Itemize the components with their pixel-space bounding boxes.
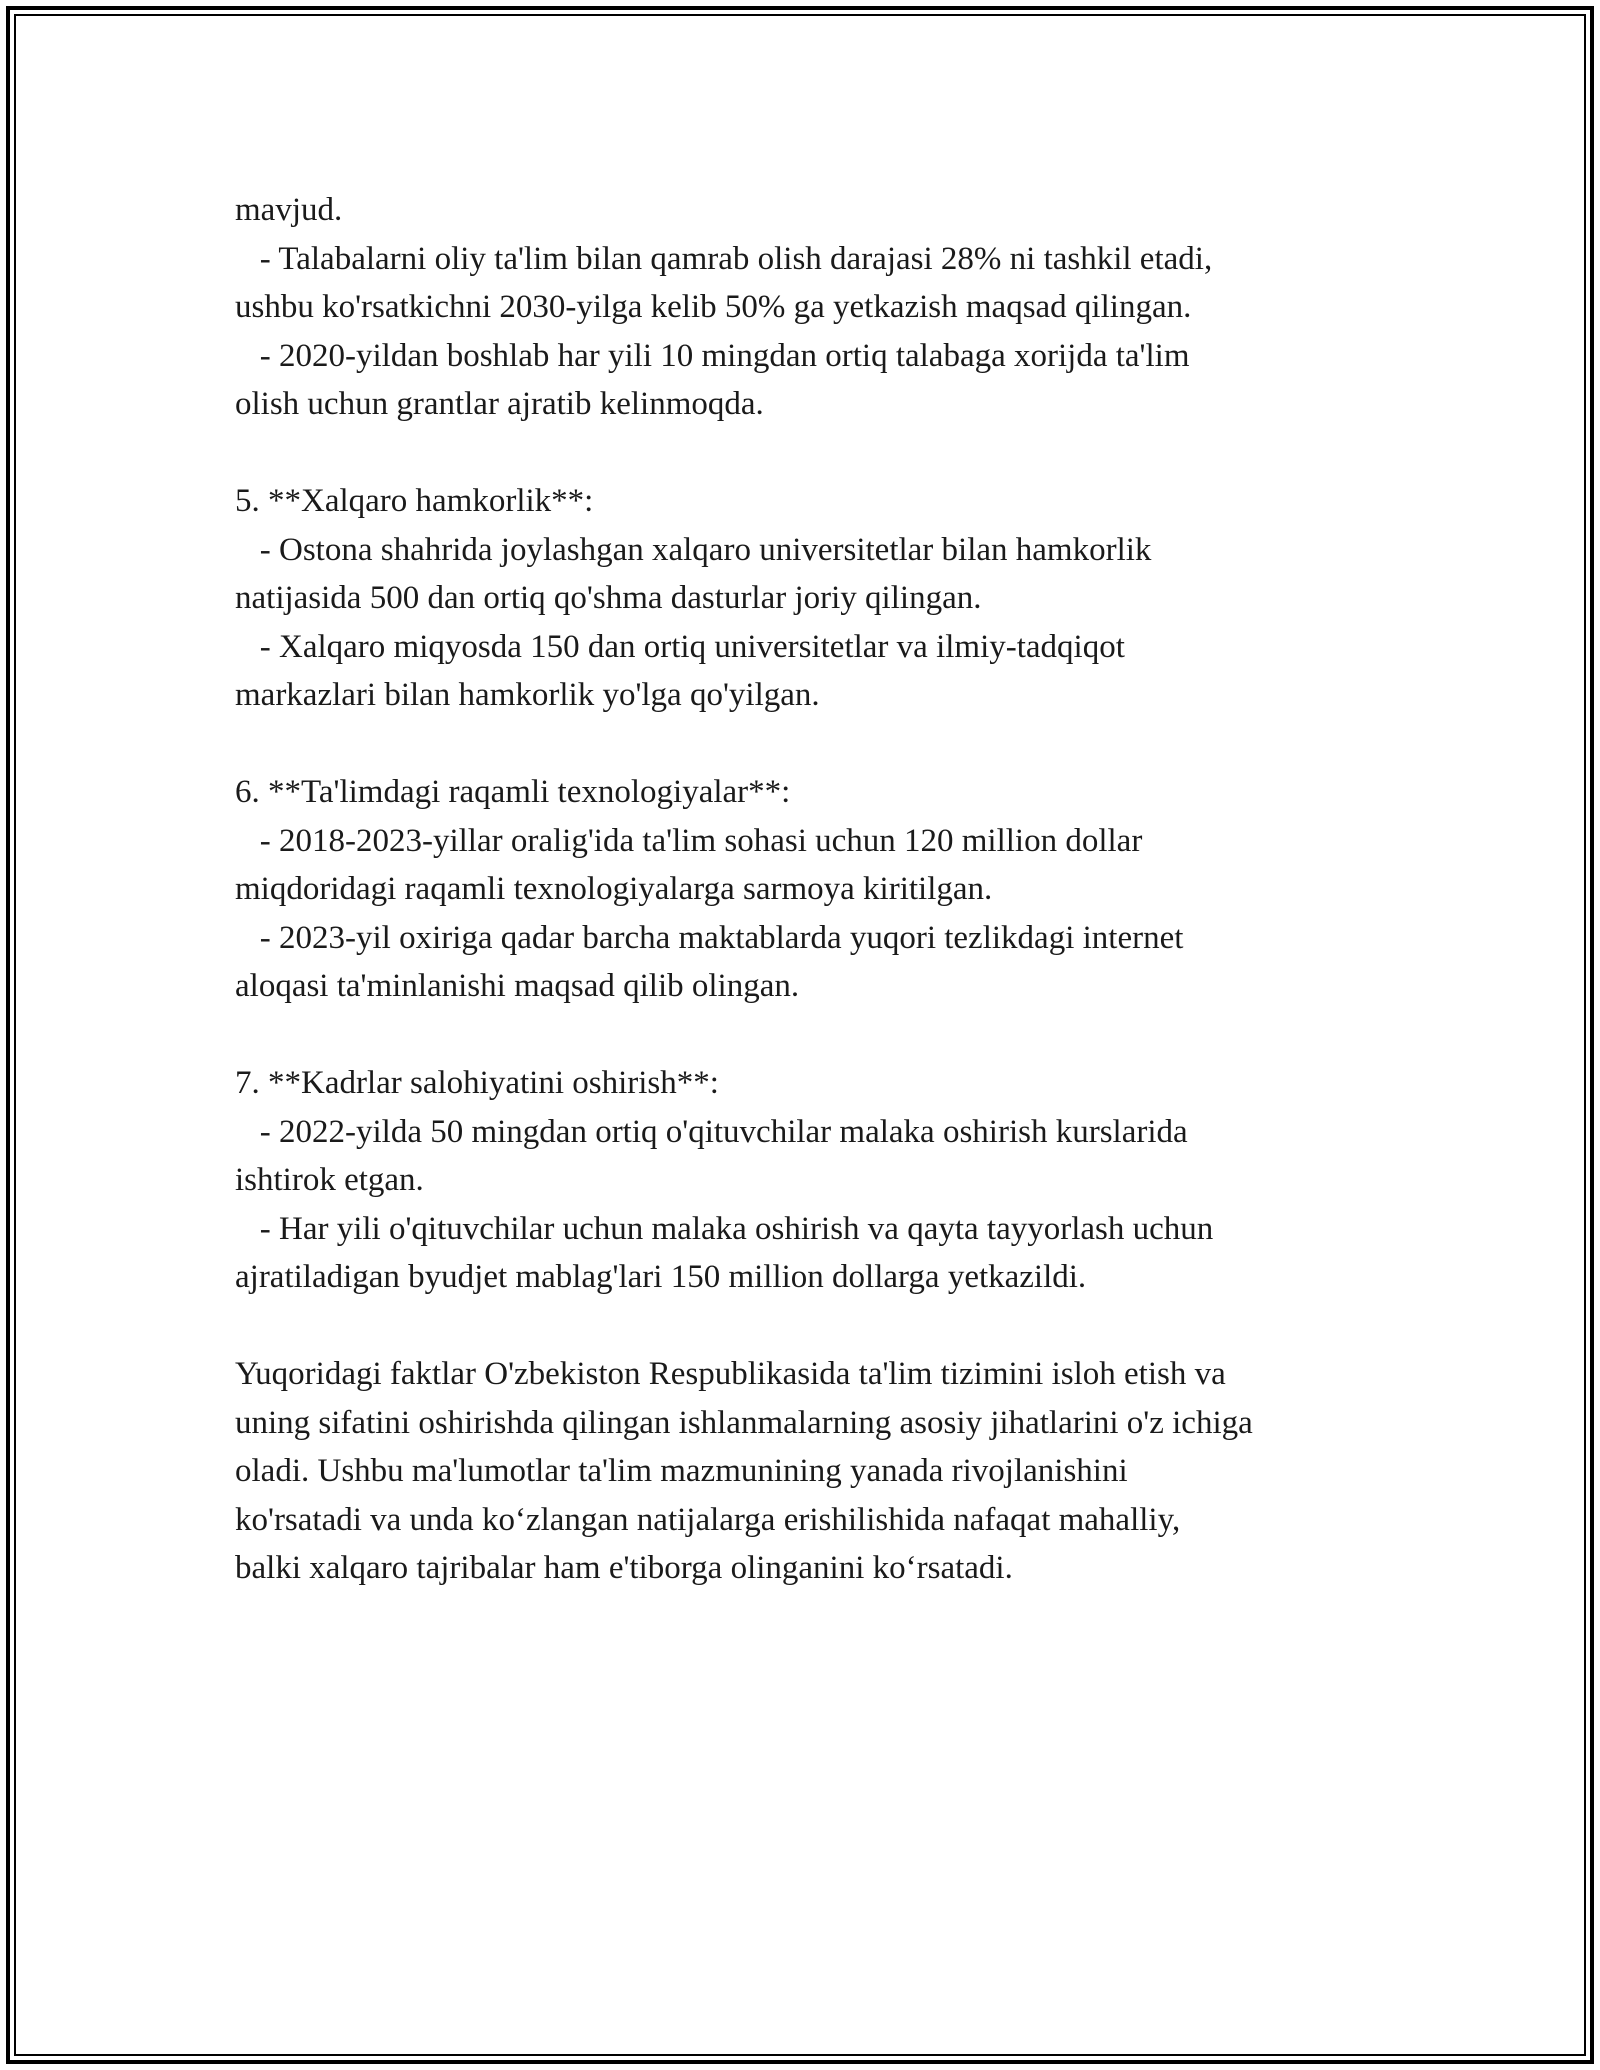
section-heading: 7. **Kadrlar salohiyatini oshirish**:: [235, 1065, 719, 1101]
text-line: - 2023-yil oxiriga qadar barcha maktablarda yuqori tezlikdagi internet: [235, 919, 1184, 956]
text-line: uning sifatini oshirishda qilingan ishlanmalarning asosiy jihatlarini o'z ichiga: [235, 1404, 1253, 1441]
text-line: ishtirok etgan.: [235, 1162, 424, 1198]
text-line: ajratiladigan byudjet mablag'lari 150 million dollarga yetkazildi.: [235, 1259, 1087, 1295]
text-line: - 2020-yildan boshlab har yili 10 mingdan ortiq talabaga xorijda ta'lim: [235, 337, 1190, 374]
text-line: - 2018-2023-yillar oralig'ida ta'lim sohasi uchun 120 million dollar: [235, 822, 1143, 859]
section-staff-development: [235, 1059, 1415, 1302]
text-line: oladi. Ushbu ma'lumotlar ta'lim mazmunining yanada rivojlanishini: [235, 1453, 1128, 1489]
section-heading: 6. **Ta'limdagi raqamli texnologiyalar**:: [235, 774, 791, 810]
text-line: natijasida 500 dan ortiq qo'shma dasturlar joriy qilingan.: [235, 580, 982, 616]
text-line: mavjud.: [235, 192, 343, 228]
conclusion-paragraph: [235, 1350, 1415, 1593]
text-line: aloqasi ta'minlanishi maqsad qilib olingan.: [235, 968, 800, 1004]
text-line: miqdoridagi raqamli texnologiyalarga sarmoya kiritilgan.: [235, 871, 993, 907]
text-line: ushbu ko'rsatkichni 2030-yilga kelib 50% ga yetkazish maqsad qilingan.: [235, 289, 1192, 325]
section-heading: 5. **Xalqaro hamkorlik**:: [235, 483, 594, 519]
text-line: balki xalqaro tajribalar ham e'tiborga olinganini ko‘rsatadi.: [235, 1550, 1013, 1586]
section-international-cooperation: [235, 477, 1415, 720]
paragraph-spacer: [235, 429, 1415, 478]
document-body: [235, 186, 1415, 1593]
text-line: - Xalqaro miqyosda 150 dan ortiq universitetlar va ilmiy-tadqiqot: [235, 628, 1125, 665]
text-line: - 2022-yilda 50 mingdan ortiq o'qituvchilar malaka oshirish kurslarida: [235, 1113, 1188, 1150]
text-line: ko'rsatadi va unda ko‘zlangan natijalarga erishilishida nafaqat mahalliy,: [235, 1501, 1181, 1538]
paragraph-spacer: [235, 1302, 1415, 1351]
text-line: Yuqoridagi faktlar O'zbekiston Respublikasida ta'lim tizimini isloh etish va: [235, 1356, 1226, 1392]
paragraph-spacer: [235, 720, 1415, 769]
text-line: - Har yili o'qituvchilar uchun malaka oshirish va qayta tayyorlash uchun: [235, 1210, 1214, 1247]
section-digital-technologies: [235, 768, 1415, 1011]
text-line: - Talabalarni oliy ta'lim bilan qamrab olish darajasi 28% ni tashkil etadi,: [235, 240, 1213, 277]
text-line: olish uchun grantlar ajratib kelinmoqda.: [235, 386, 764, 422]
text-line: markazlari bilan hamkorlik yo'lga qo'yilgan.: [235, 677, 820, 713]
paragraph-spacer: [235, 1011, 1415, 1060]
text-line: - Ostona shahrida joylashgan xalqaro universitetlar bilan hamkorlik: [235, 531, 1152, 568]
intro-paragraph: [235, 186, 1415, 429]
